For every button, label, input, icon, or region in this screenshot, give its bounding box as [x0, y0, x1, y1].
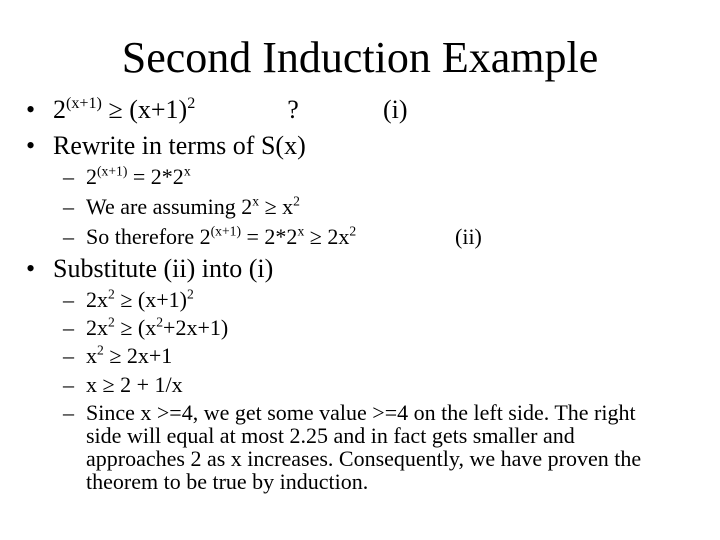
sub-3-3-exponent: 2: [97, 342, 104, 358]
bullet-1-text: [53, 95, 299, 125]
bullet-1-marker: •: [26, 95, 36, 124]
sub-3-2-middle: ≥ (x: [114, 315, 157, 340]
sub-2-1-exponent-2: x: [183, 163, 191, 179]
sub-3-2-exponent-2: 2: [156, 314, 164, 330]
sub-2-3-exponent-2: x: [297, 223, 305, 239]
sub-2-2-dash: –: [63, 194, 74, 219]
sub-2-3-exponent-3: 2: [349, 223, 357, 239]
sub-3-1-middle: ≥ (x+1): [114, 287, 187, 312]
bullet-1-relation: ≥ (x+1): [101, 95, 188, 124]
sub-3-5-line-3: approaches 2 as x increases. Consequently, we have proven the: [86, 446, 642, 471]
bullet-3-text: Substitute (ii) into (i): [53, 254, 274, 283]
sub-2-3-prefix: So therefore 2: [86, 224, 211, 249]
sub-3-5-line-1: Since x >=4, we get some value >=4 on the left side. The right: [86, 400, 636, 425]
sub-3-1-text: [86, 287, 194, 312]
sub-3-2-exponent: 2: [108, 314, 115, 330]
sub-2-3-middle-2: ≥ 2x: [304, 224, 350, 249]
sub-3-3-text: [86, 343, 172, 368]
bullet-3-marker: •: [26, 254, 36, 283]
sub-2-1-base: 2: [86, 164, 97, 189]
sub-2-3-tag: (ii): [455, 224, 482, 249]
sub-3-1-prefix: 2x: [86, 287, 108, 312]
sub-3-3-prefix: x: [86, 343, 97, 368]
sub-3-5-line-4: theorem to be true by induction.: [86, 469, 369, 494]
bullet-1-exponent: (x+1): [66, 95, 102, 113]
bullet-1-question: ?: [287, 95, 299, 124]
sub-3-4-text: x ≥ 2 + 1/x: [86, 372, 183, 397]
sub-2-3-text: [86, 224, 356, 249]
sub-2-1-dash: –: [63, 164, 74, 189]
sub-3-4-dash: –: [63, 372, 74, 397]
sub-3-2-dash: –: [63, 315, 74, 340]
sub-2-2-exponent-2: 2: [293, 193, 300, 209]
bullet-1-tag: (i): [383, 95, 408, 124]
sub-2-1-middle: = 2*2: [127, 164, 184, 189]
sub-3-1-exponent-2: 2: [186, 286, 194, 302]
sub-3-3-dash: –: [63, 343, 74, 368]
sub-3-3-middle: ≥ 2x+1: [103, 343, 173, 368]
bullet-2-marker: •: [26, 131, 36, 160]
sub-2-1-exponent: (x+1): [97, 163, 128, 179]
sub-2-2-middle: ≥ x: [259, 194, 294, 219]
sub-2-3-middle: = 2*2: [241, 224, 298, 249]
sub-3-5-line-2: side will equal at most 2.25 and in fact gets smaller and: [86, 423, 575, 448]
sub-3-2-suffix: +2x+1): [163, 315, 229, 340]
sub-3-2-text: [86, 315, 228, 340]
sub-2-2-exponent: x: [252, 193, 260, 209]
slide-title: Second Induction Example: [121, 33, 599, 82]
sub-3-1-dash: –: [63, 287, 74, 312]
sub-2-3-exponent: (x+1): [210, 223, 242, 239]
sub-3-2-prefix: 2x: [86, 315, 108, 340]
sub-2-2-prefix: We are assuming 2: [86, 194, 253, 219]
sub-2-3-dash: –: [63, 224, 74, 249]
bullet-2-text: Rewrite in terms of S(x): [53, 131, 306, 160]
sub-2-2-text: [86, 194, 300, 219]
bullet-1-base: 2: [53, 95, 66, 124]
bullet-1-exponent-2: 2: [187, 95, 196, 113]
sub-3-1-exponent: 2: [108, 286, 115, 302]
sub-2-1-text: [86, 164, 191, 189]
sub-3-5-dash: –: [63, 400, 74, 425]
